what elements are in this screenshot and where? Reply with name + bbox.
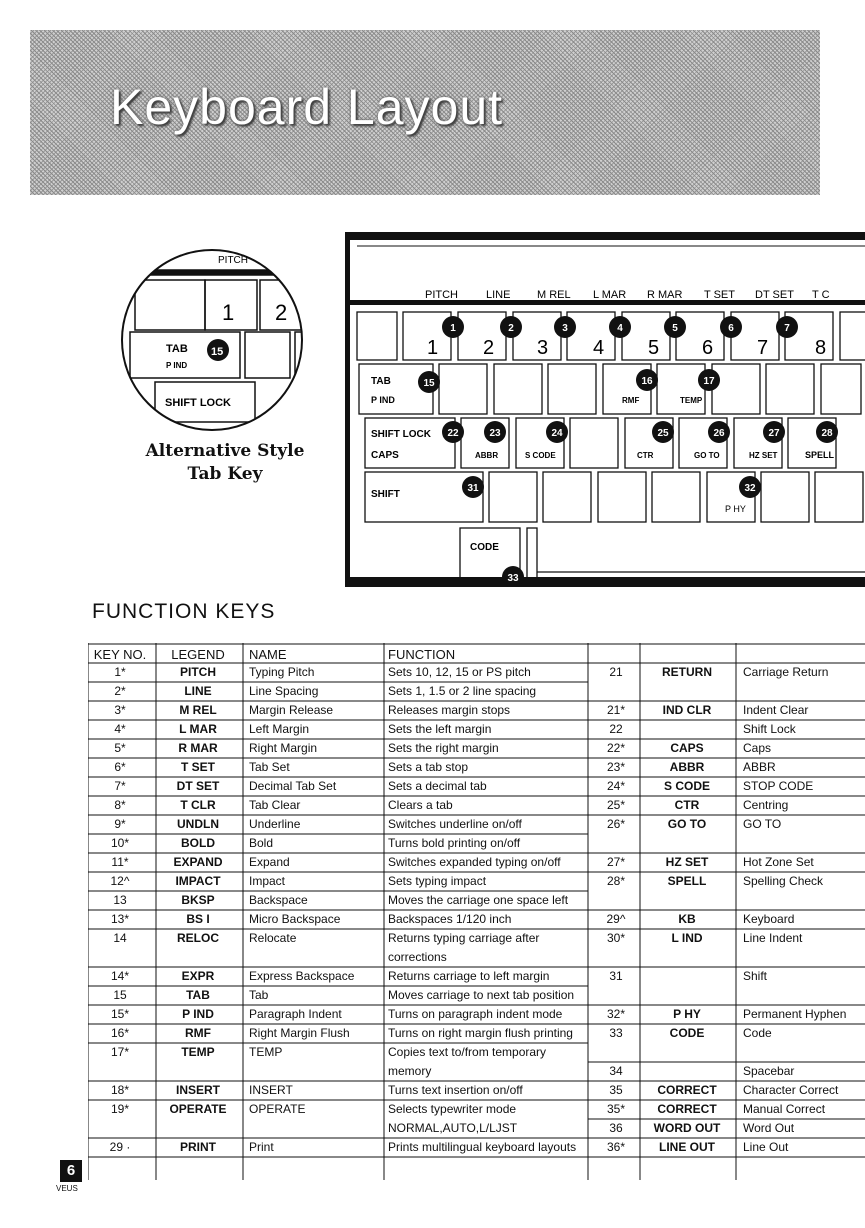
alt-shift-lock-label: SHIFT LOCK [165,397,231,409]
left-name: Tab Clear [249,798,301,812]
num-key-4: 4 [593,337,605,359]
table-row [88,1119,865,1138]
badge-15: 15 [423,378,435,389]
left-legend: TEMP [181,1045,215,1059]
right-name: Hot Zone Set [743,855,814,869]
num-key-3: 3 [537,337,549,359]
right-name: Keyboard [743,912,795,926]
left-key-no: 4* [114,722,126,736]
left-function: Returns carriage to left margin [388,969,550,983]
badge-6: 6 [728,323,734,334]
left-legend: IMPACT [175,874,221,888]
right-legend: RETURN [662,665,712,679]
num-key-7: 7 [757,337,769,359]
left-name: Line Spacing [249,684,319,698]
badge-2: 2 [508,323,514,334]
left-function: Sets a tab stop [388,760,469,774]
right-key-no: 35 [609,1083,623,1097]
left-name: Paragraph Indent [249,1007,342,1021]
badge-16: 16 [641,376,653,387]
right-name: Permanent Hyphen [743,1007,847,1021]
kb-ctr-label: CTR [637,451,654,460]
num-key-1: 1 [427,337,439,359]
table-row [88,1138,865,1157]
right-legend: S CODE [663,779,710,793]
left-function: Selects typewriter mode [388,1102,517,1116]
left-legend: OPERATE [169,1102,227,1116]
left-function: Sets 1, 1.5 or 2 line spacing [388,684,537,698]
left-function: Copies text to/from temporary [388,1045,547,1059]
badge-25: 25 [657,428,669,439]
badge-23: 23 [489,428,501,439]
table-row [88,777,865,796]
badge-5: 5 [672,323,678,334]
left-legend: T CLR [180,798,216,812]
header-name: NAME [249,647,287,662]
left-key-no: 10* [110,836,130,850]
num-key-8: 8 [815,337,827,359]
kb-pind-label: P IND [371,395,395,405]
kb-code-label: CODE [470,542,499,553]
right-name: GO TO [743,817,782,831]
kb-abbr-label: ABBR [475,451,499,460]
header-key-no: KEY NO. [93,647,147,662]
table-row [88,1005,865,1024]
right-name: Centring [743,798,789,812]
kb-caps-label: CAPS [371,450,399,461]
badge-31: 31 [467,483,479,494]
table-row [88,1062,865,1081]
left-name: Express Backspace [249,969,355,983]
badge-28: 28 [821,428,833,439]
badge-24: 24 [551,428,563,439]
left-function: Returns typing carriage after [388,931,540,945]
right-key-no: 21* [606,703,626,717]
left-key-no: 1* [114,665,126,679]
top-label-dtset: DT SET [755,289,794,301]
left-key-no: 13* [110,912,130,926]
left-key-no: 2* [114,684,126,698]
badge-22: 22 [447,428,459,439]
kb-tab-label: TAB [371,376,391,387]
left-legend: PITCH [180,665,216,679]
num-key-6: 6 [702,337,714,359]
left-function: Turns on paragraph indent mode [388,1007,563,1021]
left-legend: L MAR [179,722,217,736]
right-legend: CAPS [670,741,704,755]
table-row [88,720,865,739]
left-function: Switches underline on/off [388,817,522,831]
left-key-no: 7* [114,779,126,793]
left-legend: BOLD [181,836,215,850]
table-row [88,986,865,1005]
right-name: Line Out [743,1140,789,1154]
alt-tab-label: TAB [166,343,188,355]
right-legend: ABBR [669,760,705,774]
kb-phy-label: P HY [725,504,746,514]
alt-tab-key-diagram [110,240,320,440]
left-legend: BKSP [181,893,215,907]
left-legend: RELOC [177,931,219,945]
left-function: Sets typing impact [388,874,487,888]
left-function: Releases margin stops [388,703,511,717]
right-name: Indent Clear [743,703,809,717]
left-name: TEMP [249,1045,283,1059]
left-legend: DT SET [176,779,220,793]
left-name: Relocate [249,931,297,945]
left-name: Underline [249,817,301,831]
left-function: Sets 10, 12, 15 or PS pitch [388,665,531,679]
right-key-no: 29^ [606,912,626,926]
table-row [88,1024,865,1043]
page-number-badge: 6 [60,1160,82,1182]
right-key-no: 26* [606,817,626,831]
kb-spell-label: SPELL [805,450,835,460]
title-banner [30,30,820,195]
left-key-no: 13 [113,893,127,907]
left-function: Sets a decimal tab [388,779,487,793]
left-name: Print [249,1140,274,1154]
table-row [88,701,865,720]
left-name: Micro Backspace [249,912,341,926]
left-name: Backspace [249,893,308,907]
left-key-no: 15 [113,988,127,1002]
right-legend: CORRECT [657,1083,717,1097]
right-key-no: 33 [609,1026,623,1040]
kb-shift-label: SHIFT [371,489,400,500]
right-legend: CORRECT [657,1102,717,1116]
right-legend: CTR [674,798,700,812]
alt-key-1: 1 [222,300,235,325]
right-name: Caps [743,741,772,755]
left-key-no: 6* [114,760,126,774]
table-row [88,853,865,872]
left-function: Moves the carriage one space left [388,893,569,907]
right-key-no: 22* [606,741,626,755]
alt-style-caption [140,440,310,486]
right-key-no: 32* [606,1007,626,1021]
kb-goto-label: GO TO [694,451,720,460]
right-name: Code [743,1026,772,1040]
table-row [88,796,865,815]
keyboard-svg [345,232,865,587]
left-function: Prints multilingual keyboard layouts [388,1140,577,1154]
caption-line-1: Alternative Style [145,441,305,461]
right-name: Spacebar [743,1064,795,1078]
left-name: Right Margin Flush [249,1026,350,1040]
right-legend: P HY [673,1007,701,1021]
left-name: Impact [249,874,286,888]
right-legend: HZ SET [665,855,709,869]
table-row [88,758,865,777]
table-row [88,663,865,682]
left-function: Moves carriage to next tab position [388,988,575,1002]
top-label-tset: T SET [704,289,735,301]
right-key-no: 36 [609,1121,623,1135]
left-function: memory [388,1064,432,1078]
left-key-no: 17* [110,1045,130,1059]
top-label-pitch: PITCH [425,289,458,301]
header-function: FUNCTION [388,647,456,662]
right-legend: L IND [671,931,703,945]
left-legend: TAB [186,988,210,1002]
top-label-lmar: L MAR [593,289,627,301]
alternative-tab-key-illustration [110,240,320,440]
left-legend: RMF [185,1026,211,1040]
left-function: NORMAL,AUTO,L/LJST [388,1121,518,1135]
table-row [88,1100,865,1119]
right-key-no: 30* [606,931,626,945]
table-row [88,1081,865,1100]
left-key-no: 16* [110,1026,130,1040]
left-key-no: 5* [114,741,126,755]
right-name: ABBR [743,760,776,774]
caption-line-2: Tab Key [187,464,263,484]
left-legend: M REL [179,703,217,717]
left-legend: UNDLN [177,817,219,831]
badge-27: 27 [768,428,780,439]
right-name: STOP CODE [743,779,814,793]
right-legend: SPELL [667,874,707,888]
left-key-no: 9* [114,817,126,831]
page-title: Keyboard Layout [110,79,504,135]
left-key-no: 11* [111,855,129,869]
right-key-no: 27* [606,855,626,869]
left-key-no: 14 [113,931,127,945]
left-key-no: 14* [110,969,130,983]
keyboard-diagram [345,232,865,587]
badge-4: 4 [617,323,623,334]
right-name: Spelling Check [743,874,824,888]
right-key-no: 25* [606,798,626,812]
right-name: Manual Correct [743,1102,826,1116]
right-name: Word Out [743,1121,795,1135]
left-key-no: 12^ [110,874,130,888]
left-key-no: 15* [110,1007,130,1021]
left-name: OPERATE [249,1102,306,1116]
right-name: Character Correct [743,1083,839,1097]
left-name: Bold [249,836,274,850]
kb-temp-label: TEMP [680,396,703,405]
left-legend: PRINT [180,1140,216,1154]
alt-badge-15: 15 [211,346,224,358]
table-row [88,929,865,948]
function-keys-title: FUNCTION KEYS [92,600,276,623]
left-function: Sets the right margin [388,741,499,755]
left-name: Margin Release [249,703,334,717]
right-name: Carriage Return [743,665,829,679]
left-function: Turns on right margin flush printing [388,1026,573,1040]
right-name: Shift [743,969,768,983]
left-name: INSERT [249,1083,293,1097]
right-legend: GO TO [667,817,707,831]
table-row [88,948,865,967]
kb-hzset-label: HZ SET [749,451,778,460]
side-label: VEUS [56,1184,78,1193]
left-name: Left Margin [249,722,310,736]
right-key-no: 22 [609,722,623,736]
left-function: Backspaces 1/120 inch [388,912,512,926]
right-legend: WORD OUT [653,1121,721,1135]
top-label-tc: T C [812,289,830,301]
header-legend: LEGEND [171,647,225,662]
left-legend: P IND [182,1007,214,1021]
left-legend: T SET [180,760,215,774]
table-row [88,682,865,701]
right-legend: IND CLR [662,703,712,717]
right-key-no: 36* [606,1140,626,1154]
top-label-line: LINE [486,289,511,301]
kb-scode-label: S CODE [525,451,556,460]
top-label-mrel: M REL [537,289,571,301]
right-key-no: 21 [609,665,623,679]
left-legend: EXPR [181,969,215,983]
table-row [88,891,865,910]
alt-pitch-label: PITCH [218,255,248,266]
right-key-no: 24* [606,779,626,793]
left-legend: EXPAND [173,855,223,869]
left-function: corrections [388,950,447,964]
right-name: Shift Lock [743,722,796,736]
right-legend: CODE [669,1026,705,1040]
badge-3: 3 [562,323,568,334]
right-key-no: 23* [606,760,626,774]
left-legend: INSERT [175,1083,220,1097]
left-function: Switches expanded typing on/off [388,855,561,869]
left-key-no: 29 · [109,1140,131,1154]
table-header-row [88,645,865,664]
left-key-no: 18* [110,1083,130,1097]
left-name: Expand [249,855,290,869]
left-legend: LINE [184,684,212,698]
kb-shift-lock-label: SHIFT LOCK [371,429,431,440]
kb-rmf-label: RMF [622,396,640,405]
left-function: Clears a tab [388,798,453,812]
alt-pind-label: P IND [166,361,188,370]
left-key-no: 3* [114,703,126,717]
left-key-no: 8* [114,798,126,812]
left-function: Turns text insertion on/off [388,1083,523,1097]
right-name: Line Indent [743,931,803,945]
left-name: Tab Set [249,760,290,774]
alt-key-2: 2 [275,300,288,325]
left-legend: BS I [186,912,210,926]
left-name: Typing Pitch [249,665,315,679]
badge-26: 26 [713,428,725,439]
left-legend: R MAR [178,741,218,755]
right-key-no: 34 [609,1064,623,1078]
table-row [88,872,865,891]
right-key-no: 28* [606,874,626,888]
badge-1: 1 [450,323,456,334]
table-row [88,834,865,853]
num-key-2: 2 [483,337,495,359]
left-name: Right Margin [249,741,318,755]
right-legend: KB [678,912,696,926]
right-key-no: 35* [606,1102,626,1116]
table-row [88,739,865,758]
badge-32: 32 [744,483,756,494]
badge-33: 33 [507,573,519,584]
num-key-5: 5 [648,337,660,359]
left-name: Tab [249,988,269,1002]
left-function: Turns bold printing on/off [388,836,521,850]
badge-7: 7 [784,323,790,334]
left-key-no: 19* [110,1102,130,1116]
right-legend: LINE OUT [659,1140,715,1154]
table-row [88,815,865,834]
table-row [88,967,865,986]
table-row [88,1043,865,1062]
top-label-rmar: R MAR [647,289,683,301]
left-name: Decimal Tab Set [249,779,337,793]
badge-17: 17 [703,376,715,387]
table-row [88,910,865,929]
left-function: Sets the left margin [388,722,492,736]
right-key-no: 31 [609,969,623,983]
